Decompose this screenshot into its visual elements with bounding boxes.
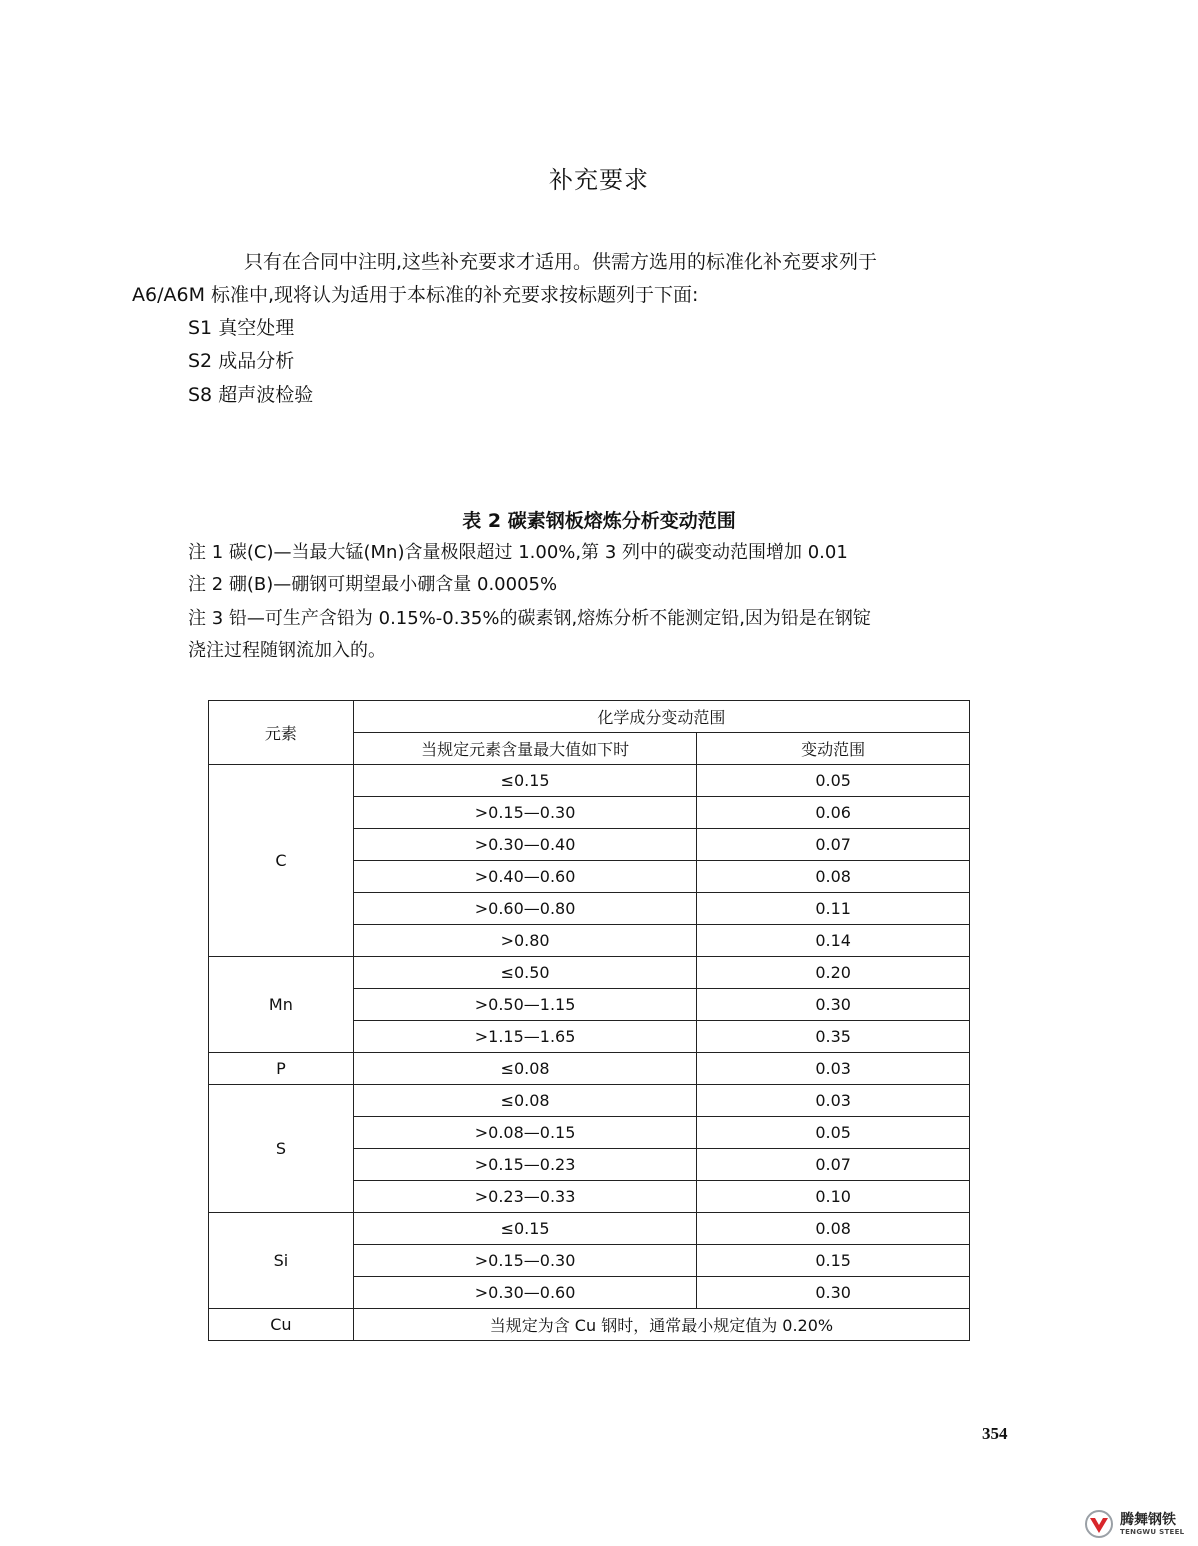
company-logo — [1084, 1507, 1188, 1541]
max-content-cell: >0.15—0.30 — [353, 797, 697, 829]
variation-range-cell: 0.08 — [697, 1213, 970, 1245]
max-content-cell: >0.40—0.60 — [353, 861, 697, 893]
variation-range-cell: 0.10 — [697, 1181, 970, 1213]
max-content-cell: ≤0.08 — [353, 1053, 697, 1085]
note-3-line-2: 浇注过程随钢流加入的。 — [188, 640, 386, 661]
variation-range-cell: 0.08 — [697, 861, 970, 893]
max-content-cell: ≤0.08 — [353, 1085, 697, 1117]
element-cell: P — [209, 1053, 354, 1085]
table-body — [209, 701, 970, 1341]
max-content-cell: >1.15—1.65 — [353, 1021, 697, 1053]
max-content-cell: ≤0.15 — [353, 765, 697, 797]
max-content-cell: >0.50—1.15 — [353, 989, 697, 1021]
max-content-cell: >0.08—0.15 — [353, 1117, 697, 1149]
max-content-cell: >0.15—0.30 — [353, 1245, 697, 1277]
table-row — [209, 1213, 970, 1245]
max-content-cell: >0.30—0.60 — [353, 1277, 697, 1309]
requirement-item: S1 真空处理 — [188, 317, 295, 339]
variation-range-cell: 0.11 — [697, 893, 970, 925]
header-range: 变动范围 — [697, 733, 970, 765]
table-row — [209, 957, 970, 989]
max-content-cell: ≤0.15 — [353, 1213, 697, 1245]
intro-line-1: 只有在合同中注明,这些补充要求才适用。供需方选用的标准化补充要求列于 — [244, 251, 878, 273]
note-3 — [188, 603, 1016, 667]
logo-name-cn: 腾舞钢铁 — [1120, 1512, 1176, 1528]
header-group: 化学成分变动范围 — [353, 701, 969, 733]
variation-range-cell: 0.06 — [697, 797, 970, 829]
chemical-variation-table — [208, 700, 970, 1341]
variation-range-cell: 0.30 — [697, 989, 970, 1021]
element-cell: S — [209, 1085, 354, 1213]
page-number: 354 — [982, 1424, 1008, 1443]
max-content-cell: ≤0.50 — [353, 957, 697, 989]
table-row — [209, 1085, 970, 1117]
intro-line-2: A6/A6M 标准中,现将认为适用于本标准的补充要求按标题列于下面: — [132, 284, 699, 306]
variation-range-cell: 0.03 — [697, 1053, 970, 1085]
tengwu-logo-icon — [1084, 1509, 1114, 1539]
header-max: 当规定元素含量最大值如下时 — [353, 733, 697, 765]
variation-range-cell: 0.07 — [697, 1149, 970, 1181]
table-row-cu — [209, 1309, 970, 1341]
max-content-cell: >0.60—0.80 — [353, 893, 697, 925]
variation-range-cell: 0.07 — [697, 829, 970, 861]
element-cell: Mn — [209, 957, 354, 1053]
note-3-line-1: 注 3 铅—可生产含铅为 0.15%-0.35%的碳素钢,熔炼分析不能测定铅,因为铅是在钢锭 — [188, 608, 871, 629]
cu-note-cell: 当规定为含 Cu 钢时，通常最小规定值为 0.20% — [353, 1309, 969, 1341]
header-element: 元素 — [209, 701, 354, 765]
element-cell: Cu — [209, 1309, 354, 1341]
variation-range-cell: 0.30 — [697, 1277, 970, 1309]
variation-range-cell: 0.14 — [697, 925, 970, 957]
table-row — [209, 765, 970, 797]
logo-name-en: TENGWU STEEL — [1120, 1528, 1185, 1536]
requirement-item: S8 超声波检验 — [188, 384, 314, 406]
table-caption: 表 2 碳素钢板熔炼分析变动范围 — [462, 510, 736, 532]
table-row — [209, 1053, 970, 1085]
variation-range-cell: 0.15 — [697, 1245, 970, 1277]
note-1: 注 1 碳(C)—当最大锰(Mn)含量极限超过 1.00%,第 3 列中的碳变动范围增加 0.01 — [188, 542, 848, 563]
max-content-cell: >0.15—0.23 — [353, 1149, 697, 1181]
variation-range-cell: 0.20 — [697, 957, 970, 989]
note-2: 注 2 硼(B)—硼钢可期望最小硼含量 0.0005% — [188, 574, 558, 595]
variation-range-cell: 0.05 — [697, 765, 970, 797]
intro-paragraph — [132, 246, 1016, 312]
variation-range-cell: 0.35 — [697, 1021, 970, 1053]
variation-range-cell: 0.05 — [697, 1117, 970, 1149]
requirement-item: S2 成品分析 — [188, 350, 295, 372]
max-content-cell: >0.80 — [353, 925, 697, 957]
element-cell: C — [209, 765, 354, 957]
max-content-cell: >0.30—0.40 — [353, 829, 697, 861]
element-cell: Si — [209, 1213, 354, 1309]
max-content-cell: >0.23—0.33 — [353, 1181, 697, 1213]
page-title: 补充要求 — [549, 166, 649, 194]
variation-range-cell: 0.03 — [697, 1085, 970, 1117]
table-header-row — [209, 701, 970, 733]
